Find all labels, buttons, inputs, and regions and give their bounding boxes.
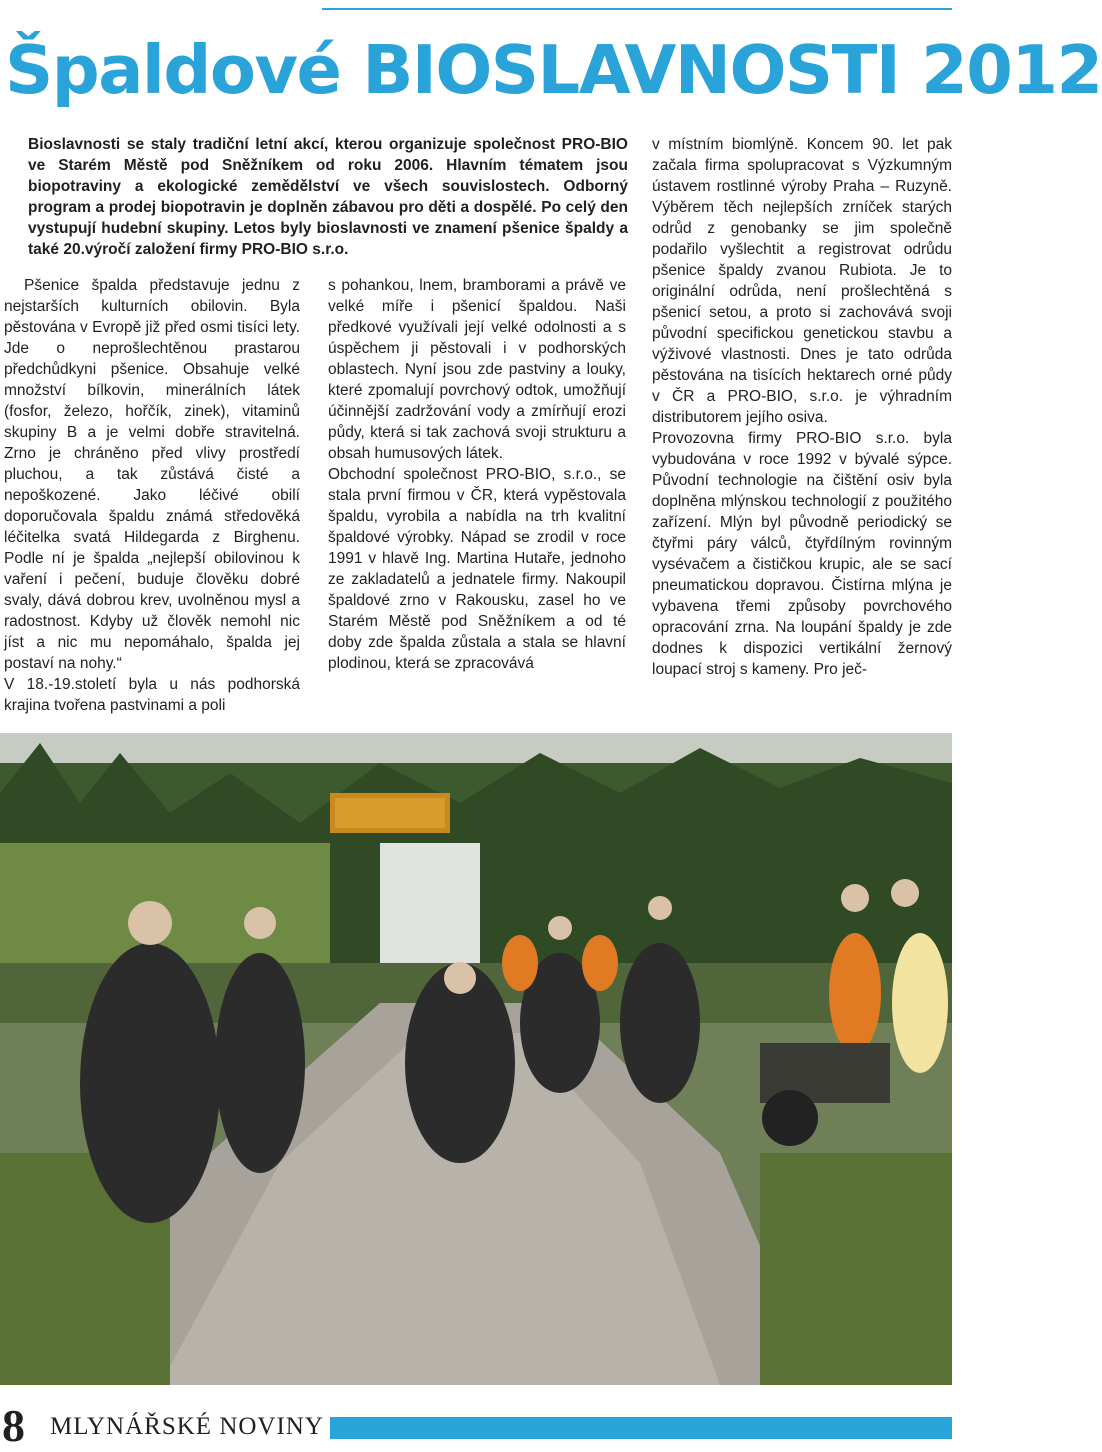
publication-name: MLYNÁŘSKÉ NOVINY bbox=[50, 1413, 324, 1440]
paragraph: V 18.-19.století byla u nás podhorská krajina tvořena pastvinami a poli bbox=[4, 676, 300, 714]
paragraph: Provozovna firmy PRO-BIO s.r.o. byla vybudována v roce 1992 v bývalé sýpce. Původní technologie na čištění osiv byla doplněna mlýnskou technologií z použitého zařízení. Mlýn byl původně periodický se čtyřmi páry válců, čtyřdílným rovinným vysévačem a čističkou krupic, ale se sací pneumatickou dopravou. Čistírna mlýna je vybavena třemi způsoby povrchového opracování zrna. Na loupání špaldy je zde dodnes k dispozici vertikální žernový loupací stroj s kameny. Pro ječ- bbox=[652, 430, 952, 678]
text-column-1 bbox=[4, 275, 300, 716]
event-photo bbox=[0, 733, 952, 1385]
article-title: Špaldové BIOSLAVNOSTI 2012 bbox=[5, 31, 1102, 109]
text-column-3 bbox=[652, 134, 952, 680]
footer-accent-bar bbox=[330, 1417, 952, 1439]
top-accent-rule bbox=[322, 8, 952, 10]
event-photo-illustration bbox=[0, 733, 952, 1385]
text-column-2 bbox=[328, 275, 626, 674]
article-lead: Bioslavnosti se staly tradiční letní akcí, kterou organizuje společnost PRO-BIO ve Starém Městě pod Sněžníkem od roku 2006. Hlavním tématem jsou biopotraviny a ekologické zemědělství ve všech souvislostech. Odborný program a prodej biopotravin je doplněn zábavou pro děti a dospělé. Po celý den vystupují hudební skupiny. Letos byly bioslavnosti ve znamení pšenice špaldy a také 20.výročí založení firmy PRO-BIO s.r.o. bbox=[28, 136, 628, 258]
page-number: 8 bbox=[2, 1400, 25, 1451]
paragraph: v místním biomlýně. Koncem 90. let pak začala firma spolupracovat s Výzkumným ústavem rostlinné výroby Praha – Ruzyně. Výběrem těch nejlepších zrníček starých odrůd z genobanky se jim společně podařilo vyšlechtit a registrovat odrůdu pšenice špaldy zvanou Rubiota. Je to originální odrůda, není prošlechtěná s pšenicí setou, a proto si zachovává svoji původní specifickou genetickou stavbu a výživové vlastnosti. Dnes je tato odrůda pěstována na tisících hektarech orné půdy v ČR a PRO-BIO, s.r.o. je výhradním distributorem jejího osiva. bbox=[652, 136, 952, 426]
paragraph: Pšenice špalda představuje jednu z nejstarších kulturních obilovin. Byla pěstována v Evropě již před osmi tisíci lety. Jde o neprošlechtěnou prastarou předchůdkyni pšenice. Obsahuje velké množství bílkovin, minerálních látek (fosfor, železo, hořčík, zinek), vitaminů skupiny B a je velmi dobře stravitelná. Zrno je chráněno před vlivy prostředí pluchou, a tak zůstává čisté a nepoškozené. Jako léčivé obilí doporučovala špaldu známá středověká léčitelka svatá Hildegarda z Birghenu. Podle ní je špalda „nejlepší obilovinou k vaření i pečení, buduje člověku dobré svaly, dává dobrou krev, uvolněnou mysl a radostnost. Kdyby už člověk nemohl nic jíst a nic mu nepomáhalo, špalda jej postaví na nohy.“ bbox=[4, 277, 300, 672]
paragraph: Obchodní společnost PRO-BIO, s.r.o., se stala první firmou v ČR, která vypěstovala špaldu, vyrobila a nabídla na trh kvalitní špaldové výrobky. Nápad se zrodil v roce 1991 v hlavě Ing. Martina Hutaře, jednoho ze zakladatelů a jednatele firmy. Nakoupil špaldové zrno v Rakousku, zasel ho ve Starém Městě pod Sněžníkem a od té doby zde špalda zůstala a stala se hlavní plodinou, která se zpracovává bbox=[328, 466, 626, 672]
paragraph: s pohankou, lnem, bramborami a právě ve velké míře i pšenicí špaldou. Naši předkové využívali její velké odolnosti a s úspěchem ji pěstovali i v podhorských oblastech. Nyní jsou zde pastviny a louky, které zpomalují povrchový odtok, umožňují účinnější zadržování vody a zmírňují erozi půdy, která si tak zachová svoji strukturu a obsah humusových látek. bbox=[328, 277, 626, 462]
